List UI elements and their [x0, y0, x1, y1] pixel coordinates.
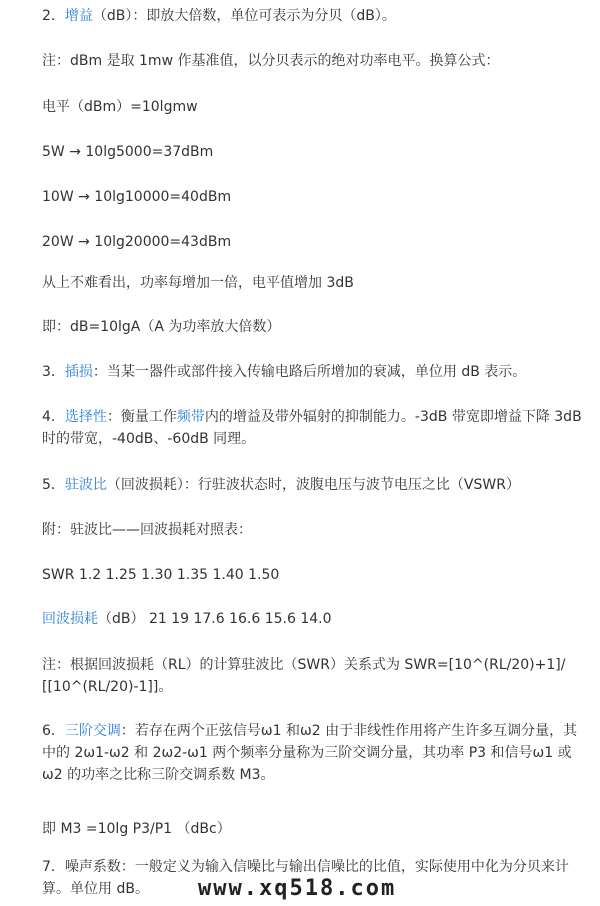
- section-text: ：当某一器件或部件接入传输电路后所增加的衰减，单位用 dB 表示。: [92, 364, 527, 380]
- section-number: 5．: [42, 477, 65, 493]
- section-text: 内的增益及带外辐射的抑制能力。-3dB 带宽即增益下降 3dB 时的带宽，-40dB、-60dB 同理。: [42, 409, 582, 447]
- appendix-title: 附：驻波比——回波损耗对照表：: [42, 522, 252, 538]
- formula-20w: 20W → 10lg20000=43dBm: [42, 234, 232, 250]
- note-dbm: 注：dBm 是取 1mw 作基准值，以分贝表示的绝对功率电平。换算公式：: [42, 53, 500, 69]
- section-gain: [42, 5, 582, 27]
- swr-row: SWR 1.2 1.25 1.30 1.35 1.40 1.50: [42, 567, 280, 583]
- formula-db: 即：dB=10lgA（A 为功率放大倍数）: [42, 319, 281, 335]
- section-third-order: [42, 720, 582, 786]
- formula-level: 电平（dBm）=10lgmw: [42, 99, 198, 115]
- link-insertion-loss[interactable]: 插损: [64, 364, 93, 380]
- section-text: ：若存在两个正弦信号ω1 和ω2 由于非线性作用将产生许多互调分量，其中的 2ω1-ω2 和 2ω2-ω1 两个频率分量称为三阶交调分量，其功率 P3 和信号ω1 或ω2 的功率之比称三阶交调系数 M3。: [42, 723, 578, 783]
- formula-5w: 5W → 10lg5000=37dBm: [42, 144, 214, 160]
- section-noise-figure: 7．噪声系数：一般定义为输入信噪比与输出信噪比的比值，实际使用中化为分贝来计算。单位用 dB。: [42, 859, 569, 897]
- formula-10w: 10W → 10lg10000=40dBm: [42, 189, 232, 205]
- link-frequency-band[interactable]: 频带: [176, 409, 205, 425]
- section-text: （回波损耗）：行驻波状态时，波腹电压与波节电压之比（VSWR）: [106, 477, 520, 493]
- section-number: 4．: [42, 409, 65, 425]
- section-selectivity: [42, 406, 582, 450]
- row-values: （dB） 21 19 17.6 16.6 15.6 14.0: [98, 611, 332, 627]
- section-number: 3．: [42, 364, 65, 380]
- link-gain[interactable]: 增益: [64, 8, 93, 24]
- link-vswr[interactable]: 驻波比: [64, 477, 107, 493]
- return-loss-row: [42, 608, 582, 630]
- section-insertion-loss: [42, 361, 582, 383]
- link-third-order[interactable]: 三阶交调: [64, 723, 121, 739]
- link-selectivity[interactable]: 选择性: [64, 409, 107, 425]
- section-text: （dB）：即放大倍数，单位可表示为分贝（dB）。: [92, 8, 396, 24]
- note-swr-formula: 注：根据回波损耗（RL）的计算驻波比（SWR）关系式为 SWR=[10^(RL/20)+1]/[[10^(RL/20)-1]]。: [42, 657, 566, 695]
- section-number: 6．: [42, 723, 65, 739]
- site-watermark: www.xq518.com: [198, 876, 397, 901]
- link-return-loss[interactable]: 回波损耗: [42, 611, 98, 627]
- formula-m3: 即 M3 =10lg P3/P1 （dBc）: [42, 821, 231, 837]
- section-text: ：衡量工作: [106, 409, 177, 425]
- note-3db: 从上不难看出，功率每增加一倍，电平值增加 3dB: [42, 275, 354, 291]
- section-number: 2．: [42, 8, 65, 24]
- section-vswr: [42, 474, 582, 496]
